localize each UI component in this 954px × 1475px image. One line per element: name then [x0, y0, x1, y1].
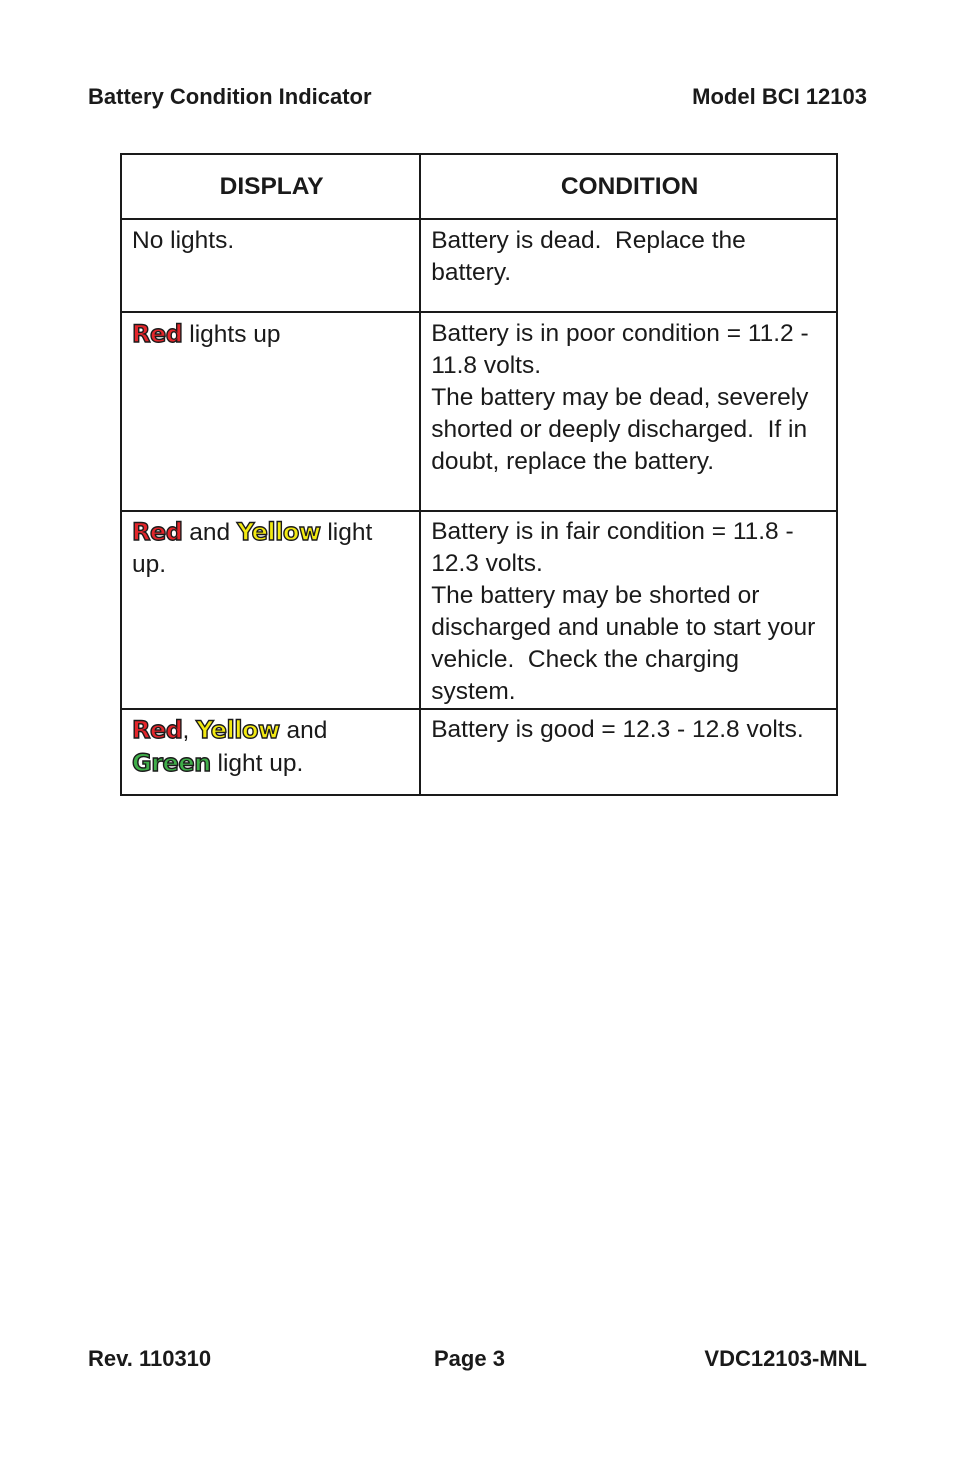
- condition-cell: [420, 709, 837, 795]
- yellow-light-label: Yellow: [236, 518, 321, 546]
- document-title: Battery Condition Indicator: [88, 84, 372, 109]
- display-text: light up.: [210, 750, 304, 777]
- table-row: [121, 511, 837, 709]
- document-id: VDC12103-MNL: [704, 1346, 867, 1371]
- separator-text: ,: [182, 717, 197, 744]
- column-header-condition: CONDITION: [420, 154, 837, 219]
- table-row: [121, 312, 837, 511]
- condition-note: The battery may be dead, severely shorted or deeply discharged. If in doubt, replace the battery.: [431, 384, 816, 475]
- table-row: [121, 219, 837, 312]
- page-header: [88, 84, 867, 110]
- display-text: light up.: [132, 519, 380, 578]
- model-number: Model BCI 12103: [692, 84, 867, 109]
- condition-note: The battery may be shorted or discharged and unable to start your vehicle. Check the charging system.: [431, 582, 823, 705]
- column-header-display: DISPLAY: [121, 154, 420, 219]
- red-light-label: Red: [132, 518, 183, 546]
- display-cell: [121, 709, 420, 795]
- page-footer: [88, 1346, 867, 1372]
- display-cell: [121, 312, 420, 511]
- red-light-label: Red: [132, 320, 183, 348]
- yellow-light-label: Yellow: [196, 716, 280, 744]
- connector-text: and: [182, 519, 237, 546]
- table-row: [121, 709, 837, 795]
- display-cell: [121, 219, 420, 312]
- condition-cell: [420, 219, 837, 312]
- condition-text: Battery is in poor condition = 11.2 - 11.8 volts.: [431, 320, 816, 379]
- red-light-label: Red: [132, 716, 183, 744]
- display-cell: [121, 511, 420, 709]
- connector-text: and: [279, 717, 335, 744]
- condition-text: Battery is good = 12.3 - 12.8 volts.: [431, 716, 804, 743]
- condition-text: Battery is in fair condition = 11.8 - 12.3 volts.: [431, 518, 801, 577]
- table-header-row: [121, 154, 837, 219]
- green-light-label: Green: [132, 749, 211, 777]
- revision-number: Rev. 110310: [88, 1346, 212, 1371]
- condition-cell: [420, 511, 837, 709]
- page-number: Page 3: [434, 1346, 505, 1371]
- condition-cell: [420, 312, 837, 511]
- display-text: lights up: [182, 321, 281, 348]
- display-text: No lights.: [132, 227, 235, 254]
- indicator-table: [120, 153, 838, 796]
- condition-text: Battery is dead. Replace the battery.: [431, 227, 753, 286]
